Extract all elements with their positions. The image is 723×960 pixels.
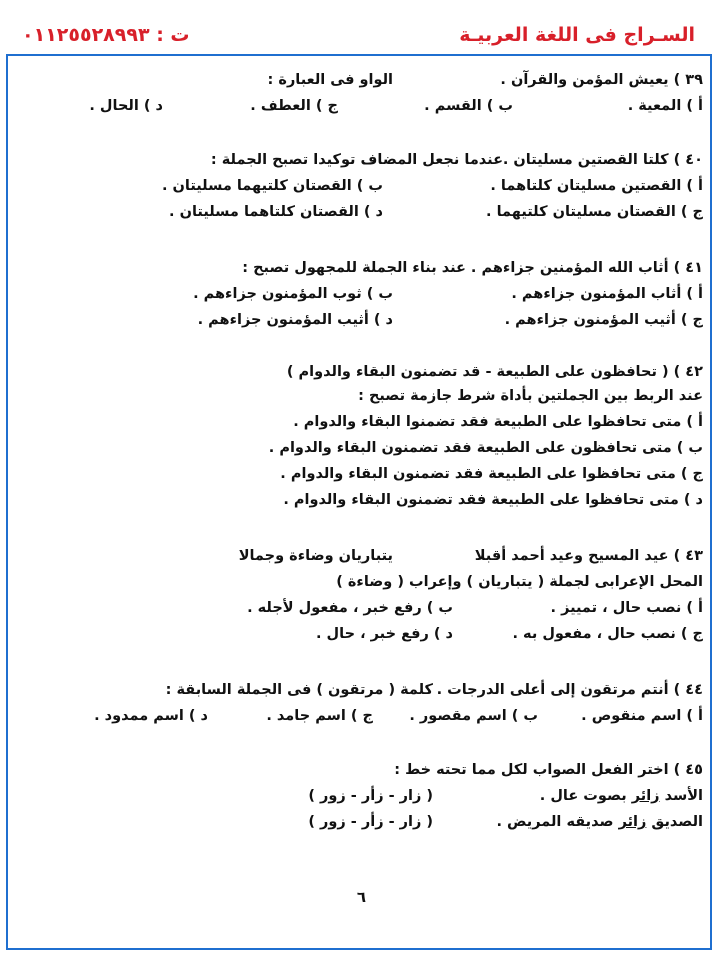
q45-s2-pre: الصديق [646, 814, 703, 830]
q45-s2-choices: ( زار - زأر - زور ) [308, 814, 433, 830]
q43-option-b: ب ) رفع خبر ، مفعول لأجله . [247, 600, 453, 616]
q44-option-b: ب ) اسم مقصور . [409, 708, 538, 724]
q40-option-d: د ) القصتان كلتاهما مسليتان . [169, 204, 383, 220]
phone-number: ت : ٠١١٢٥٥٢٨٩٩٣ [22, 24, 190, 46]
q41-option-b: ب ) ثوب المؤمنون جزاءهم . [193, 286, 393, 302]
q41-option-c: ج ) أثيب المؤمنون جزاءهم . [504, 312, 703, 328]
q39-option-b: ب ) القسم . [424, 98, 513, 114]
q41-option-a: أ ) أثاب المؤمنون جزاءهم . [511, 286, 703, 302]
q40-option-b: ب ) القصتان كلتيهما مسليتان . [161, 178, 383, 194]
q45-s1-choices: ( زار - زأر - زور ) [308, 788, 433, 804]
q44-stem: ٤٤ ) أنتم مرتقون إلى أعلى الدرجات . [436, 682, 703, 698]
q43-option-a: أ ) نصب حال ، تمييز . [550, 600, 703, 616]
q43-option-d: د ) رفع خبر ، حال . [316, 626, 453, 642]
q41-stem: ٤١ ) أثاب الله المؤمنين جزاءهم . عند بناء الجملة للمجهول تصبح : [242, 260, 703, 276]
q40-prompt: عندما نجعل المضاف توكيدا تصبح الجملة : [210, 152, 503, 168]
q45-s2-post: صديقه المريض . [496, 814, 619, 830]
page-header [0, 24, 723, 54]
q45-s1-pre: الأسد [659, 788, 703, 804]
q43-prompt: المحل الإعرابى لجملة ( يتباريان ) وإعراب ( وضاءة ) [336, 574, 703, 590]
q43-option-c: ج ) نصب حال ، مفعول به . [512, 626, 703, 642]
q42-option-d: د ) متى تحافظوا على الطبيعة فقد تضمنون البقاء والدوام . [283, 492, 703, 508]
q39-stem: ٣٩ ) يعيش المؤمن والقرآن . [500, 72, 703, 88]
q39-option-a: أ ) المعية . [627, 98, 703, 114]
q40-stem: ٤٠ ) كلتا القصتين مسليتان . [502, 152, 703, 168]
q40-option-a: أ ) القصتين مسليتان كلتاهما . [490, 178, 703, 194]
book-title: السـراج فى اللغة العربيـة [459, 24, 695, 46]
q44-option-a: أ ) اسم منقوص . [581, 708, 703, 724]
q39-option-c: ج ) العطف . [250, 98, 338, 114]
q45-stem: ٤٥ ) اختر الفعل الصواب لكل مما تحته خط : [394, 762, 703, 778]
q45-s1-underlined-word: زائر [631, 788, 660, 804]
q45-s2-underlined-word: زائر [618, 814, 647, 830]
q40-option-c: ج ) القصتان مسليتان كلتيهما . [486, 204, 703, 220]
q42-option-a: أ ) متى تحافظوا على الطبيعة فقد تضمنوا البقاء والدوام . [293, 414, 703, 430]
q42-option-b: ب ) متى تحافظون على الطبيعة فقد تضمنون البقاء والدوام . [268, 440, 703, 456]
q45-sentence-1 [540, 786, 703, 806]
q41-option-d: د ) أثيب المؤمنون جزاءهم . [197, 312, 393, 328]
q43-stem-second-half: يتباريان وضاءة وجمالا [238, 548, 393, 564]
q44-option-c: ج ) اسم جامد . [266, 708, 373, 724]
page-number: ٦ [356, 888, 367, 906]
q45-sentence-2 [496, 812, 703, 832]
q44-prompt: كلمة ( مرتقون ) فى الجملة السابقة : [165, 682, 433, 698]
q39-option-d: د ) الحال . [89, 98, 163, 114]
q44-option-d: د ) اسم ممدود . [94, 708, 208, 724]
q42-prompt: عند الربط بين الجملتين بأداة شرط جازمة تصبح : [358, 388, 703, 404]
q45-s1-post: بصوت عال . [539, 788, 632, 804]
q42-option-c: ج ) متى تحافظوا على الطبيعة فقد تضمنون البقاء والدوام . [280, 466, 703, 482]
q43-stem: ٤٣ ) عيد المسيح وعيد أحمد أقبلا [474, 548, 703, 564]
q39-prompt: الواو فى العبارة : [267, 72, 393, 88]
q42-stem: ٤٢ ) ( تحافظون على الطبيعة - قد تضمنون البقاء والدوام ) [286, 364, 703, 380]
